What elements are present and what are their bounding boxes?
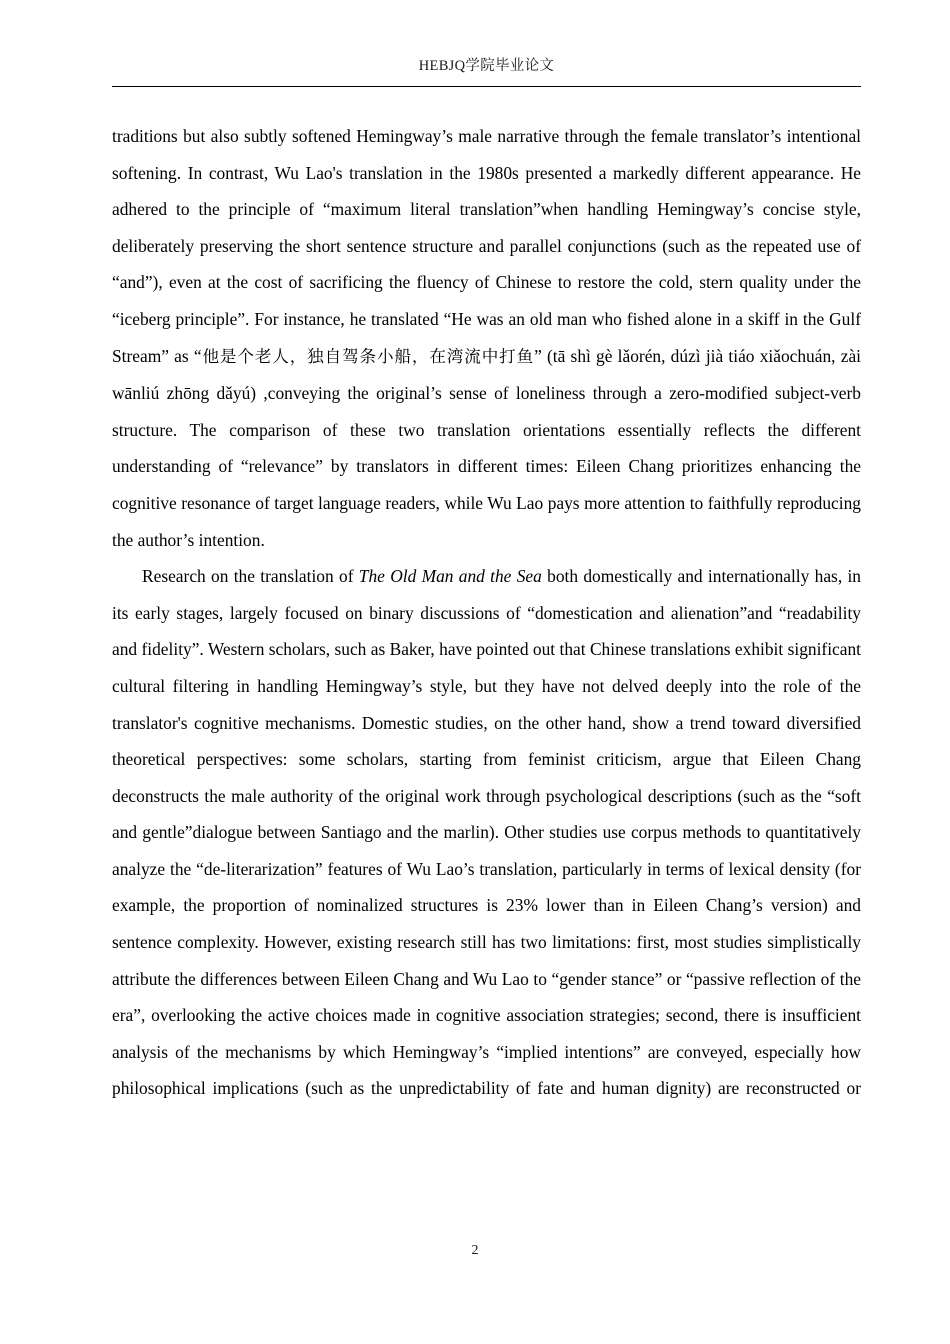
paragraph-research-overview: Research on the translation of The Old Man and the Sea both domestically and internationally has, in its early stages, largely focused on binary discussions of “domestication and alienation”and “readability and fidelity”. Western scholars, such as Baker, have pointed out that Chinese translations exhibit significant cultural filtering in handling Hemingway’s style, but they have not delved deeply into the role of the translator's cognitive mechanisms. Domestic studies, on the other hand, show a trend toward diversified theoretical perspectives: some scholars, starting from feminist criticism, argue that Eileen Chang deconstructs the male authority of the original work through psychological descriptions (such as the “soft and gentle”dialogue between Santiago and the marlin). Other studies use corpus methods to quantitatively analyze the “de-literarization” features of Wu Lao’s translation, particularly in terms of lexical density (for example, the proportion of nominalized structures is 23% lower than in Eileen Chang’s version) and sentence complexity. However, existing research still has two limitations: first, most studies simplistically attribute the differences between Eileen Chang and Wu Lao to “gender stance” or “passive reflection of the era”, overlooking the active choices made in cognitive association strategies; second, there is insufficient analysis of the mechanisms by which Hemingway’s “implied intentions” are conveyed, especially how philosophical implications (such as the unpredictability of fate and human dignity) are reconstructed or xyxy=(112,566,862,1099)
header-title: HEBJQ学院毕业论文 xyxy=(418,58,555,74)
book-title: The Old Man and the Sea xyxy=(358,566,542,587)
header-divider-rule xyxy=(112,86,861,87)
page-number: 2 xyxy=(471,1243,479,1258)
paragraph-continued: traditions but also subtly softened Hemingway’s male narrative through the female translator’s intentional softening. In contrast, Wu Lao's translation in the 1980s presented a markedly different appearance. He adhered to the principle of “maximum literal translation”when handling Hemingway’s concise style, deliberately preserving the short sentence structure and parallel conjunctions (such as the repeated use of “and”), even at the cost of sacrificing the fluency of Chinese to restore the cold, stern quality under the “iceberg principle”. For instance, he translated “He was an old man who fished alone in a skiff in the Gulf Stream” as “他是个老人，独自驾条小船，在湾流中打鱼” (tā shì gè lǎorén, dúzì jià tiáo xiǎochuán, zài wānliú zhōng dǎyú) ,conveying the original’s sense of loneliness through a zero-modified subject-verb structure. The comparison of these two translation orientations essentially reflects the different understanding of “relevance” by translators in different times: Eileen Chang prioritizes enhancing the cognitive resonance of target language readers, while Wu Lao pays more attention to faithfully reproducing the author’s intention. xyxy=(112,126,861,550)
page-body xyxy=(112,118,861,1107)
chinese-quotation: 他是个老人，独自驾条小船，在湾流中打鱼 xyxy=(201,346,535,366)
page-footer xyxy=(0,1241,950,1259)
running-header xyxy=(112,58,861,75)
